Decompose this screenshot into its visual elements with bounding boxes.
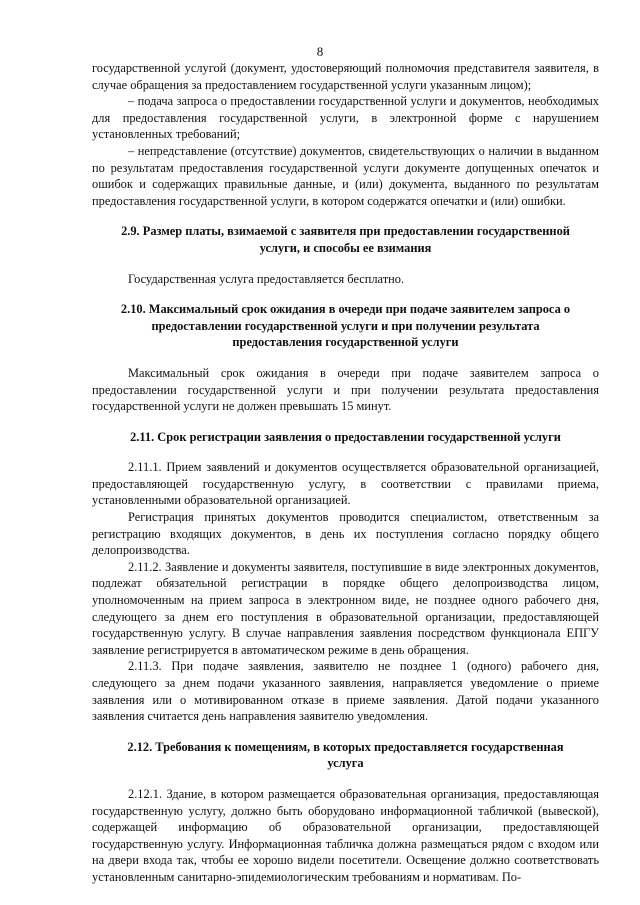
paragraph-2-11-1: 2.11.1. Прием заявлений и документов осуществляется образовательной организацией, предоставляющей государственную услугу, в соответствии с правилами приема, установленными образовательной организацией. <box>92 460 599 508</box>
section-heading-2-12: 2.12. Требования к помещениям, в которых предоставляется государственная услуга <box>127 739 564 771</box>
paragraph-2-12-1: 2.12.1. Здание, в котором размещается образовательная организация, предоставляющая государственную услугу, должно быть оборудовано информационной табличкой (вывеской), содержащей информацию об образовательной организации, предоставляющей государственную услугу. Информационная табличка должна размещаться рядом с входом или на двери входа так, чтобы ее хорошо видели посетители. Освещение должно соответствовать установленным санитарно-эпидемиологическим требованиям и нормативам. По- <box>92 786 599 884</box>
page-content <box>92 60 599 886</box>
section-heading-2-11: 2.11. Срок регистрации заявления о предоставлении государственной услуги <box>130 429 561 444</box>
intro-continuation: государственной услугой (документ, удостоверяющий полномочия представителя заявителя, в случае обращения за предоставлением государственной услуги указанным лицом); <box>92 61 599 92</box>
list-item: – подача запроса о предоставлении государственной услуги и документов, необходимых для предоставления государственной услуги, в электронной форме с нарушением установленных требований; <box>92 94 599 142</box>
section-text-2-10: Максимальный срок ожидания в очереди при подаче заявителем запроса о предоставлении государственной услуги и при получении результата предоставления государственной услуги не должен превышать 15 минут. <box>92 365 599 414</box>
paragraph-2-11-3: 2.11.3. При подаче заявления, заявителю не позднее 1 (одного) рабочего дня, следующего за днем подачи указанного заявления, направляется уведомление о приеме заявления или о мотивированном отказе в приеме заявления. Датой подачи указанного заявления считается день направления заявителю уведомления. <box>92 659 599 724</box>
paragraph-2-11-2: 2.11.2. Заявление и документы заявителя, поступившие в виде электронных документов, подлежат обязательной регистрации в порядке общего делопроизводства лицом, уполномоченным на прием запроса в электронном виде, не позднее одного рабочего дня, следующего за днем его поступления в образовательной организации, предоставляющей государственную услугу. В случае направления заявления посредством функционала ЕПГУ заявление регистрируется в автоматическом режиме в день обращения. <box>92 559 599 657</box>
section-heading-2-9: 2.9. Размер платы, взимаемой с заявителя при предоставлении государственной услуги, и способы ее взимания <box>121 224 570 255</box>
list-item: – непредставление (отсутствие) документов, свидетельствующих о наличии в выданном по результатам предоставления государственной услуги документе допущенных опечаток и ошибок и содержащих правильные данные, и (или) документа, выданного по результатам предоставления государственной услуги, в котором содержатся опечатки и (или) ошибки. <box>92 143 599 208</box>
section-text-2-9: Государственная услуга предоставляется бесплатно. <box>128 271 405 286</box>
page-number: 8 <box>316 44 324 59</box>
section-heading-2-10: 2.10. Максимальный срок ожидания в очереди при подаче заявителем запроса о предоставлении государственной услуги и при получении результата предоставления государственной услуги <box>120 302 571 350</box>
paragraph-registration: Регистрация принятых документов проводится специалистом, ответственным за регистрацию входящих документов, в день их поступления согласно порядку общего делопроизводства. <box>92 510 599 558</box>
